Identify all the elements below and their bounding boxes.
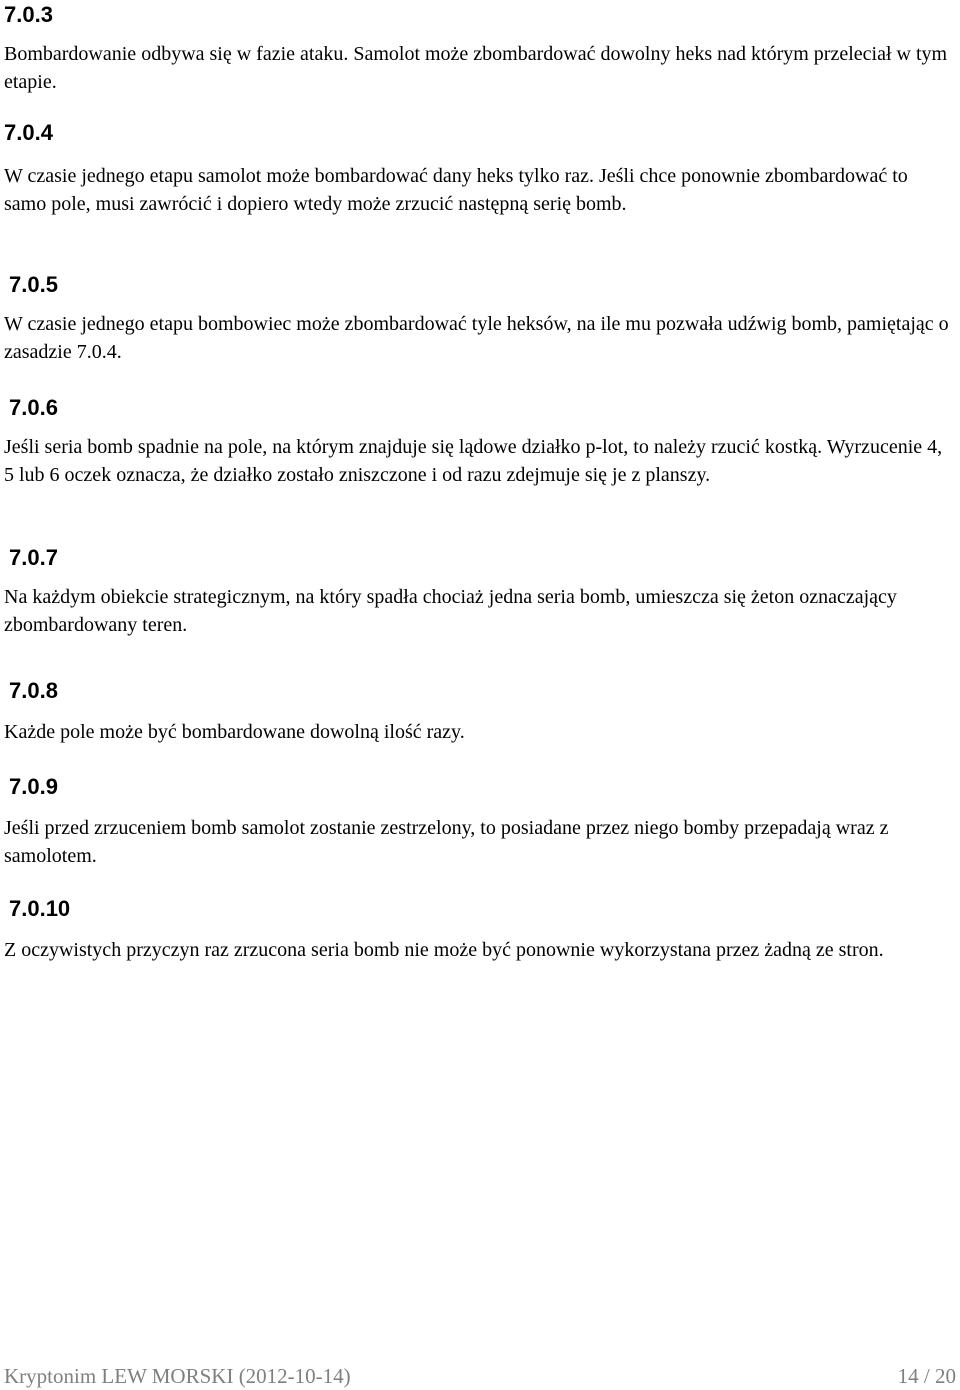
footer-page-number: 14 / 20 bbox=[897, 1364, 956, 1388]
section-heading: 7.0.5 bbox=[9, 272, 58, 297]
section-heading: 7.0.6 bbox=[9, 395, 58, 420]
section-paragraph: W czasie jednego etapu samolot może bombardować dany heks tylko raz. Jeśli chce ponownie zbombardować to samo pole, musi zawrócić i dopiero wtedy może zrzucić następną serię bomb. bbox=[4, 165, 908, 215]
section-7-0-6 bbox=[4, 395, 954, 489]
section-paragraph: Jeśli seria bomb spadnie na pole, na którym znajduje się lądowe działko p-lot, to należy rzucić kostką. Wyrzucenie 4, 5 lub 6 oczek oznacza, że działko zostało zniszczone i od razu zdejmuje się je z planszy. bbox=[4, 436, 943, 486]
section-paragraph: Jeśli przed zrzuceniem bomb samolot zostanie zestrzelony, to posiadane przez niego bomby przepadają wraz z samolotem. bbox=[4, 817, 889, 867]
section-paragraph: Z oczywistych przyczyn raz zrzucona seria bomb nie może być ponownie wykorzystana przez żadną ze stron. bbox=[4, 939, 884, 961]
section-7-0-5 bbox=[4, 272, 954, 366]
section-paragraph: Bombardowanie odbywa się w fazie ataku. Samolot może zbombardować dowolny heks nad którym przeleciał w tym etapie. bbox=[4, 43, 948, 93]
section-heading: 7.0.3 bbox=[4, 2, 53, 27]
section-heading: 7.0.10 bbox=[9, 896, 71, 921]
section-paragraph: Każde pole może być bombardowane dowolną ilość razy. bbox=[4, 721, 465, 743]
section-heading: 7.0.7 bbox=[9, 545, 58, 570]
section-7-0-10 bbox=[4, 896, 954, 964]
section-7-0-7 bbox=[4, 545, 954, 639]
footer-document-title: Kryptonim LEW MORSKI (2012-10-14) bbox=[4, 1364, 351, 1388]
section-7-0-8 bbox=[4, 678, 954, 746]
section-7-0-9 bbox=[4, 774, 954, 870]
section-paragraph: Na każdym obiekcie strategicznym, na który spadła chociaż jedna seria bomb, umieszcza się żeton oznaczający zbombardowany teren. bbox=[4, 586, 897, 636]
section-heading: 7.0.8 bbox=[9, 678, 58, 703]
section-7-0-4 bbox=[4, 120, 954, 218]
section-heading: 7.0.4 bbox=[4, 120, 53, 145]
section-paragraph: W czasie jednego etapu bombowiec może zbombardować tyle heksów, na ile mu pozwała udźwig bomb, pamiętając o zasadzie 7.0.4. bbox=[4, 313, 949, 363]
section-heading: 7.0.9 bbox=[9, 774, 58, 799]
section-7-0-3 bbox=[4, 2, 954, 96]
